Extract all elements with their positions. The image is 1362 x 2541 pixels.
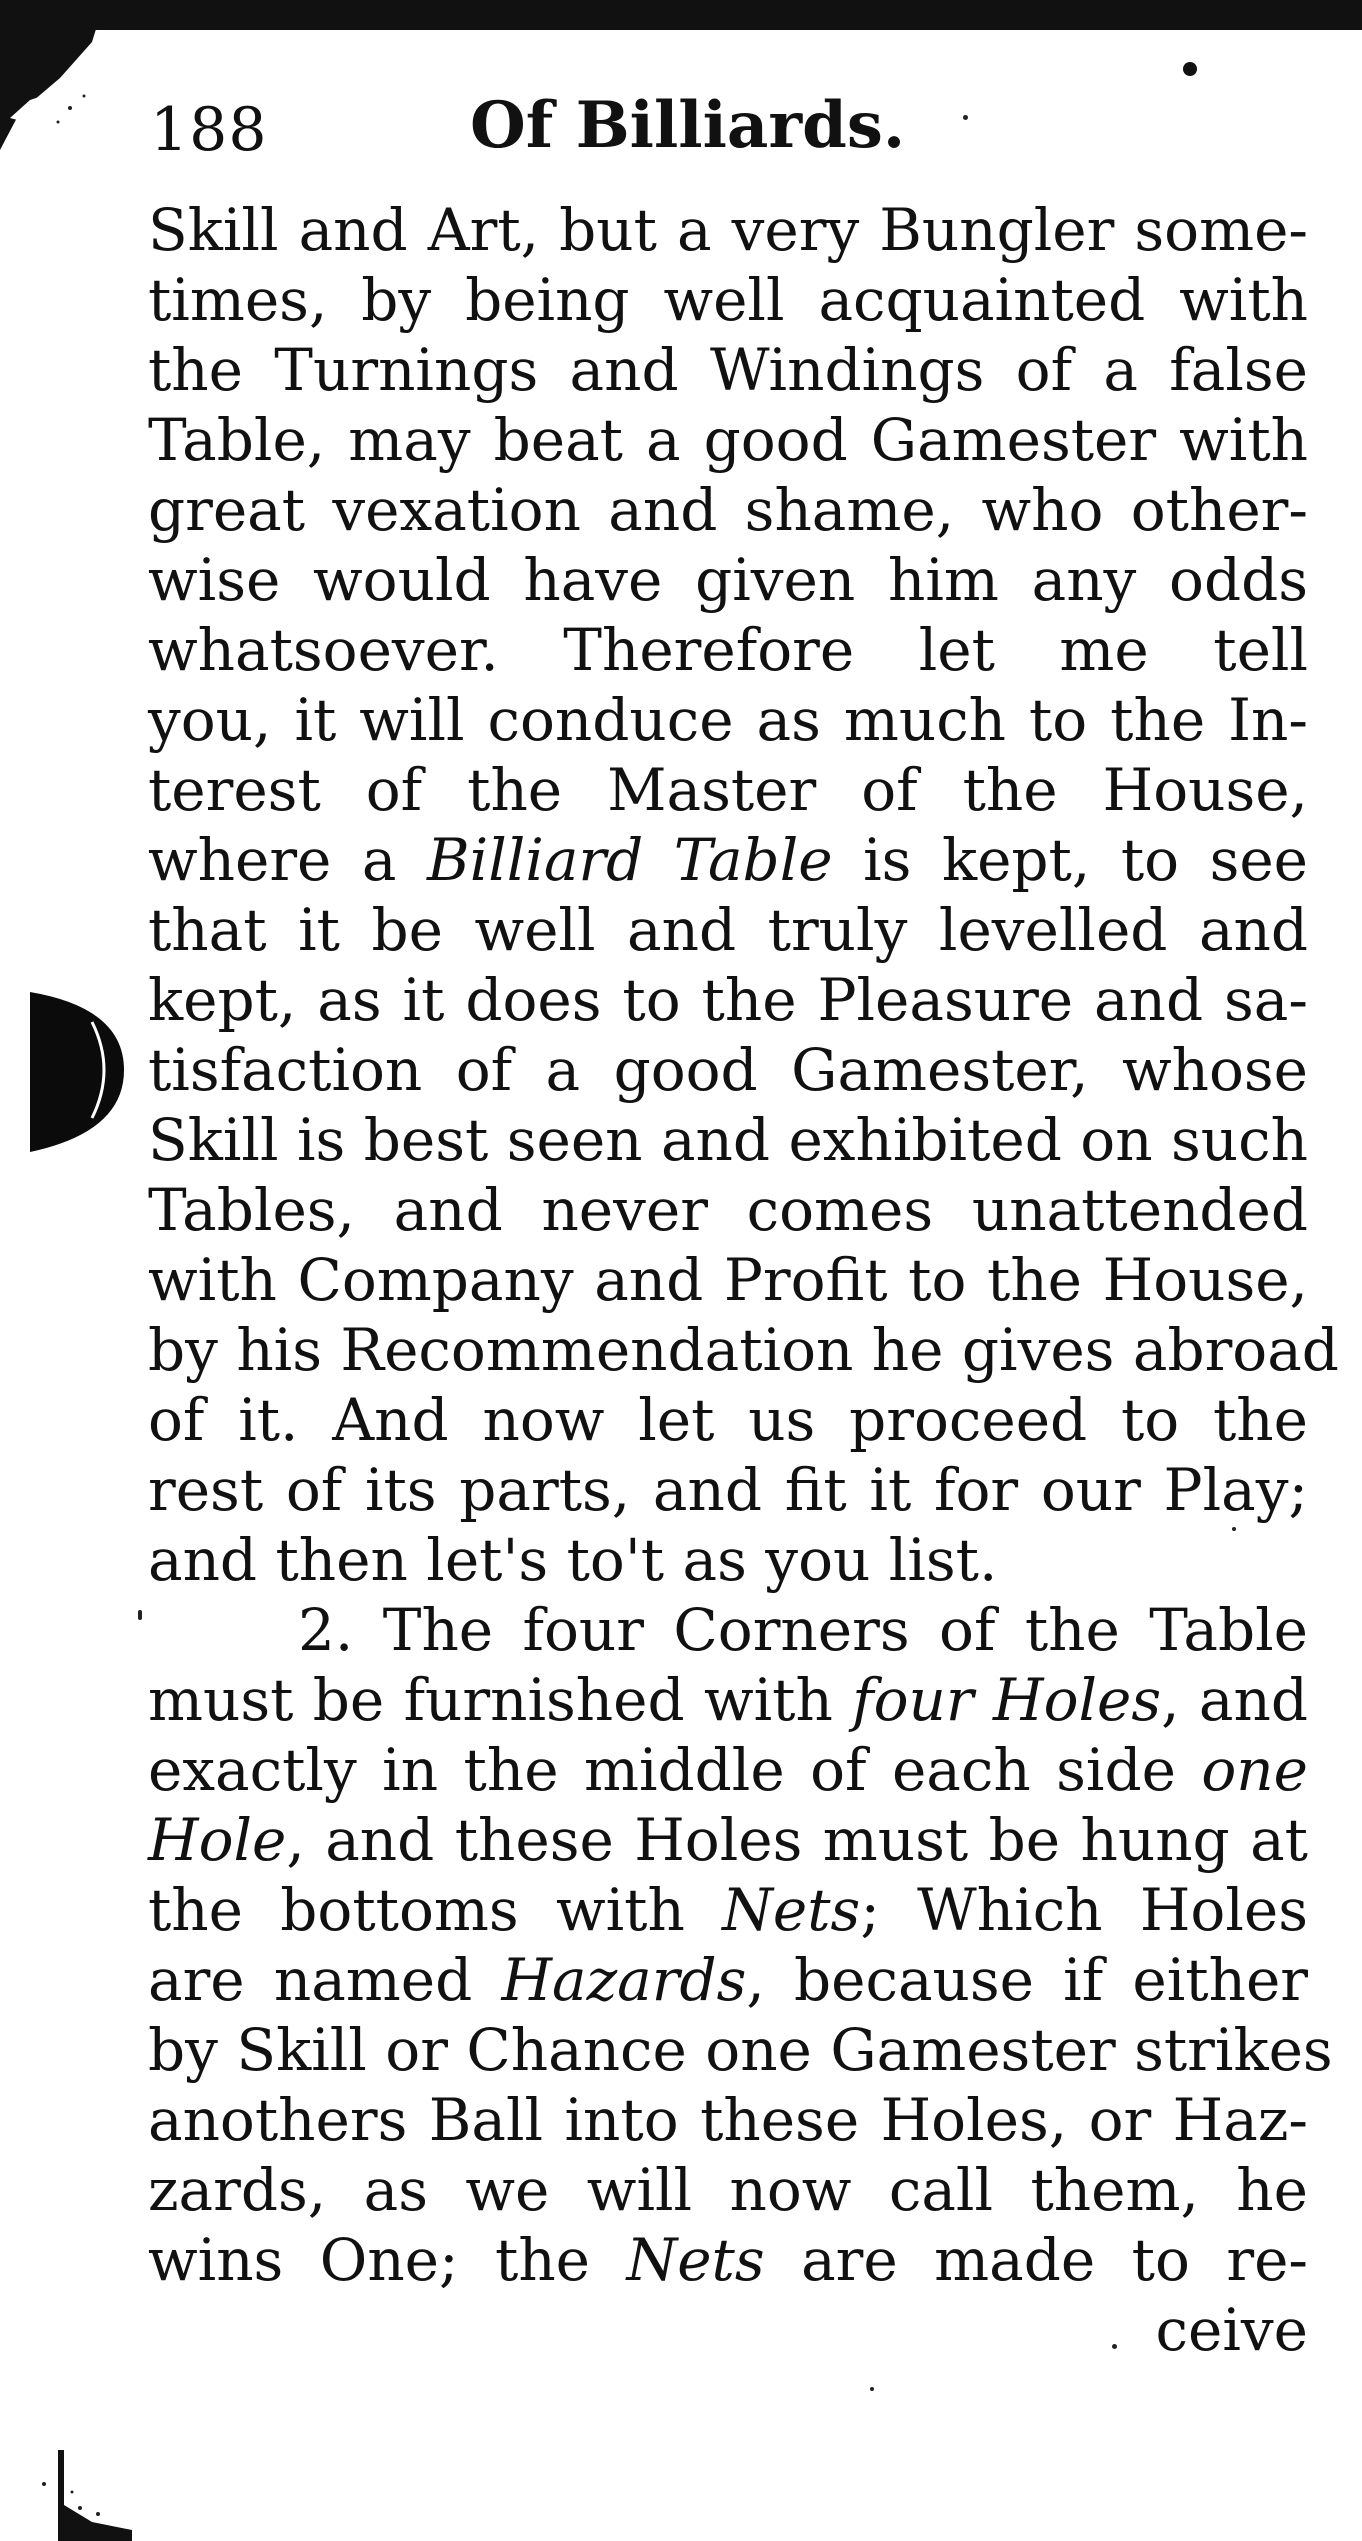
text-line: 2. The four Corners of the Table xyxy=(298,1596,1308,1664)
page-corner-speckle xyxy=(52,2450,132,2541)
text-line: you, it will conduce as much to the In- xyxy=(148,686,1308,754)
text-line: of it. And now let us proceed to the xyxy=(148,1386,1308,1454)
body-text xyxy=(148,195,1339,2365)
ink-speck xyxy=(138,1610,142,1620)
catchword: ceive xyxy=(1155,2296,1308,2364)
ink-speck xyxy=(42,2482,46,2486)
page-header xyxy=(150,78,1330,188)
italic-term: four Holes xyxy=(852,1666,1162,1734)
text-line: anothers Ball into these Holes, or Haz- xyxy=(148,2086,1308,2154)
text-line: whatsoever. Therefore let me tell xyxy=(148,616,1308,684)
text-line: must be furnished with four Holes, and xyxy=(148,1666,1308,1734)
text-line: terest of the Master of the House, xyxy=(148,756,1308,824)
text-line: tisfaction of a good Gamester, whose xyxy=(148,1036,1308,1104)
bookmark-tab xyxy=(20,982,130,1162)
text-line: are named Hazards, because if either xyxy=(148,1946,1308,2014)
text-line: by his Recommendation he gives abroad xyxy=(148,1316,1339,1384)
text-line: the bottoms with Nets; Which Holes xyxy=(148,1876,1308,1944)
ink-dot xyxy=(1183,62,1197,76)
text-line: kept, as it does to the Pleasure and sa- xyxy=(148,966,1308,1034)
ink-speck xyxy=(1112,2344,1117,2349)
page-top-edge-shadow xyxy=(40,0,1362,30)
text-line: that it be well and truly levelled and xyxy=(148,896,1308,964)
text-line: Tables, and never comes unattended xyxy=(148,1176,1308,1244)
italic-term: Nets xyxy=(722,1876,861,1944)
page-number: 188 xyxy=(150,95,268,165)
italic-term: one xyxy=(1201,1736,1308,1804)
page-corner-fold xyxy=(0,0,105,150)
text-line: exactly in the middle of each side one xyxy=(148,1736,1308,1804)
ink-speck xyxy=(963,115,968,120)
text-line: times, by being well acquainted with xyxy=(148,266,1308,334)
italic-term: Hole xyxy=(148,1806,287,1874)
text-line: Skill and Art, but a very Bungler some- xyxy=(148,196,1308,264)
ink-speck xyxy=(870,2387,874,2391)
italic-term: Nets xyxy=(626,2226,765,2294)
ink-speck xyxy=(1232,1527,1236,1531)
italic-term: Billiard Table xyxy=(427,826,833,894)
text-line: with Company and Profit to the House, xyxy=(148,1246,1308,1314)
text-line: great vexation and shame, who other- xyxy=(148,476,1308,544)
text-line: Skill is best seen and exhibited on such xyxy=(148,1106,1308,1174)
text-line: Hole, and these Holes must be hung at xyxy=(148,1806,1308,1874)
text-line: Table, may beat a good Gamester with xyxy=(148,406,1308,474)
text-line: the Turnings and Windings of a false xyxy=(148,336,1308,404)
running-title: Of Billiards. xyxy=(470,88,906,163)
text-line: wise would have given him any odds xyxy=(148,546,1308,614)
text-line: rest of its parts, and fit it for our Play; xyxy=(148,1456,1308,1524)
text-line: and then let's to't as you list. xyxy=(148,1526,998,1594)
text-line: where a Billiard Table is kept, to see xyxy=(148,826,1308,894)
text-line: wins One; the Nets are made to re- xyxy=(148,2226,1309,2294)
text-line: zards, as we will now call them, he xyxy=(148,2156,1308,2224)
text-line: by Skill or Chance one Gamester strikes xyxy=(148,2016,1333,2084)
italic-term: Hazards xyxy=(501,1946,747,2014)
